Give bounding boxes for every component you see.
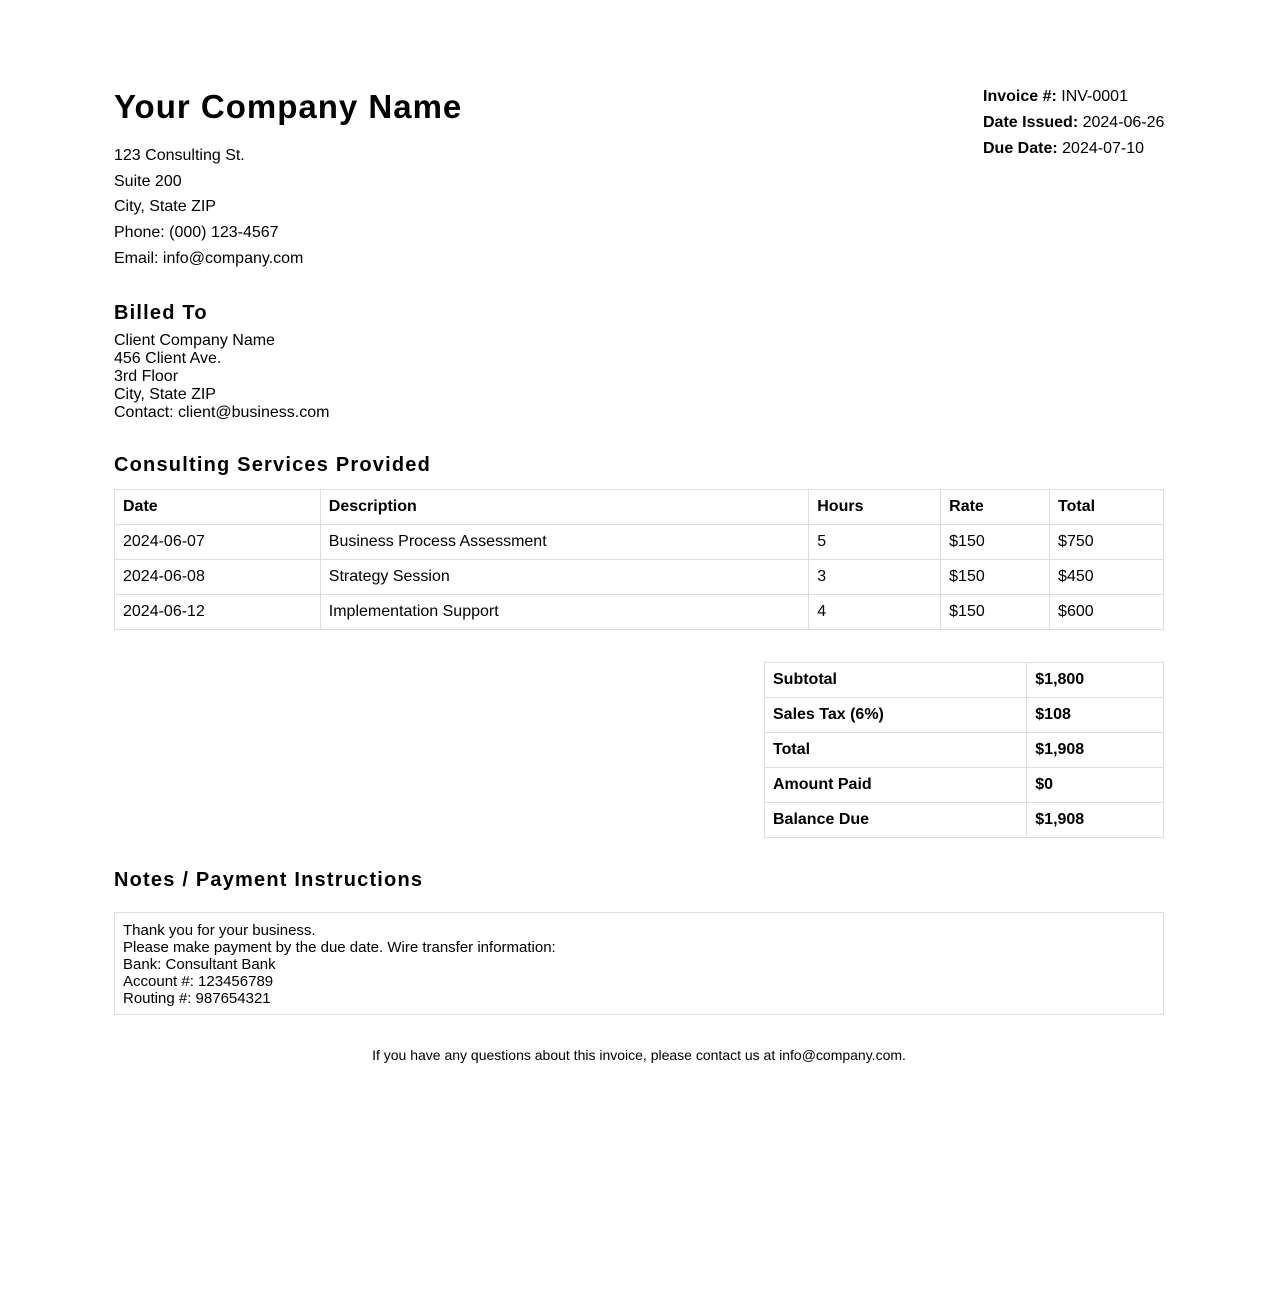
total-row — [765, 733, 1164, 768]
client-line: Client Company Name — [114, 332, 275, 349]
cell: 3 — [809, 560, 941, 595]
label: Invoice #: — [983, 88, 1057, 105]
client-line: 3rd Floor — [114, 368, 179, 385]
column-header: Total — [1050, 490, 1164, 525]
company-address — [114, 143, 303, 272]
services-table — [114, 489, 1164, 630]
note-line: Account #: 123456789 — [123, 973, 274, 990]
note-line: Bank: Consultant Bank — [123, 956, 276, 973]
cell: $450 — [1050, 560, 1164, 595]
value: $0 — [1027, 768, 1164, 803]
note-line: Routing #: 987654321 — [123, 990, 271, 1007]
column-header: Rate — [941, 490, 1050, 525]
cell: 2024-06-08 — [115, 560, 321, 595]
table-row — [115, 595, 1164, 630]
value: $1,908 — [1027, 803, 1164, 838]
label: Due Date: — [983, 140, 1058, 157]
subtotal-row — [765, 663, 1164, 698]
note-line: Please make payment by the due date. Wire transfer information: — [123, 939, 556, 956]
notes-heading: Notes / Payment Instructions — [114, 869, 424, 891]
date-issued — [983, 110, 1164, 136]
notes-box — [114, 912, 1164, 1015]
column-header: Description — [320, 490, 808, 525]
cell: 2024-06-12 — [115, 595, 321, 630]
label: Total — [765, 733, 1027, 768]
value: 2024-07-10 — [1062, 140, 1144, 157]
cell: $150 — [941, 560, 1050, 595]
column-header: Hours — [809, 490, 941, 525]
cell: $750 — [1050, 525, 1164, 560]
cell: Implementation Support — [320, 595, 808, 630]
cell: $150 — [941, 595, 1050, 630]
value: $1,908 — [1027, 733, 1164, 768]
table-row — [115, 525, 1164, 560]
address-line: 123 Consulting St. — [114, 147, 245, 164]
value: 2024-06-26 — [1082, 114, 1165, 131]
cell: Strategy Session — [320, 560, 808, 595]
phone: Phone: (000) 123-4567 — [114, 224, 279, 242]
note-line: Thank you for your business. — [123, 922, 316, 939]
address-line: Suite 200 — [114, 172, 182, 190]
client-line: Contact: client@business.com — [114, 404, 330, 421]
value: $1,800 — [1027, 663, 1164, 698]
table-header — [115, 490, 1164, 525]
totals-table — [764, 662, 1164, 838]
services-heading: Consulting Services Provided — [114, 454, 432, 476]
value: $108 — [1027, 698, 1164, 733]
address-line: City, State ZIP — [114, 198, 216, 216]
billed-to-heading: Billed To — [114, 302, 208, 324]
amount-paid-row — [765, 768, 1164, 803]
footer-text: If you have any questions about this invoice, please contact us at info@company.com. — [372, 1047, 906, 1063]
label: Subtotal — [765, 663, 1027, 698]
label: Sales Tax (6%) — [765, 698, 1027, 733]
column-header: Date — [115, 490, 321, 525]
cell: $150 — [941, 525, 1050, 560]
client-line: 456 Client Ave. — [114, 350, 222, 367]
company-name: Your Company Name — [114, 88, 463, 125]
due-date — [983, 136, 1164, 162]
tax-row — [765, 698, 1164, 733]
invoice-meta — [983, 84, 1164, 162]
cell: $600 — [1050, 595, 1164, 630]
client-line: City, State ZIP — [114, 386, 216, 403]
email: Email: info@company.com — [114, 249, 304, 267]
client-info — [114, 332, 329, 422]
cell: Business Process Assessment — [320, 525, 808, 560]
balance-due-row — [765, 803, 1164, 838]
label: Date Issued: — [983, 114, 1079, 131]
invoice-number — [983, 84, 1164, 110]
cell: 2024-06-07 — [115, 525, 321, 560]
label: Balance Due — [765, 803, 1027, 838]
table-row — [115, 560, 1164, 595]
cell: 5 — [809, 525, 941, 560]
label: Amount Paid — [765, 768, 1027, 803]
value: INV-0001 — [1061, 88, 1128, 105]
cell: 4 — [809, 595, 941, 630]
